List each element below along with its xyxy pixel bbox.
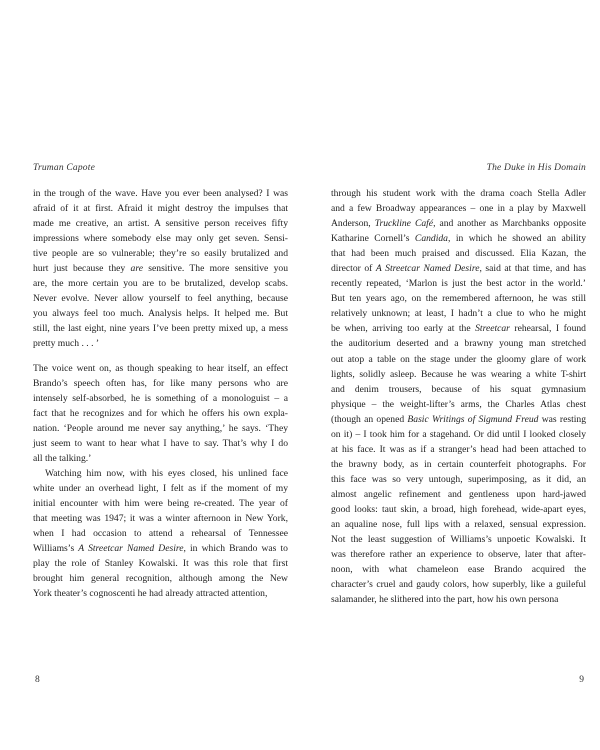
text-line: Williams’s A Streetcar Named Desire, in which Brando was to xyxy=(33,543,288,555)
text-line: fact that he recognizes and for which he offers his own expla- xyxy=(33,407,288,419)
text-line: the brawny body, as in certain counterfeit photographs. For xyxy=(331,458,586,470)
text-line: that meeting was 1947; it was a winter afternoon in New York, xyxy=(33,512,288,524)
text-line: Watching him now, with his eyes closed, his unlined face xyxy=(45,467,288,479)
text-line: noon, with what chameleon ease Brando acquired the xyxy=(331,564,586,576)
text-line: play the role of Stanley Kowalski. It was this role that first xyxy=(33,558,288,570)
text-line: this face was so very untough, superimposing, as it did, an xyxy=(331,473,586,485)
text-line: through his student work with the drama coach Stella Adler xyxy=(331,188,586,199)
text-line: are, the more certain you are to be brutalized, develop scabs. xyxy=(33,278,288,290)
text-line: good looks: taut skin, a broad, high forehead, wide-apart eyes, xyxy=(331,503,586,515)
paragraph xyxy=(33,466,288,601)
text-line: was therefore rather an experience to observe, later that after- xyxy=(331,549,586,561)
text-line: Katharine Cornell’s Candida, in which he showed an ability xyxy=(331,233,586,245)
left-page xyxy=(33,0,288,750)
text-line: The voice went on, as though speaking to hear itself, an effect xyxy=(33,362,288,374)
text-line: Not the least suggestion of Williams’s unpoetic Kowalski. It xyxy=(331,534,586,546)
text-line: But ten years ago, on the remembered afternoon, he was still xyxy=(331,293,586,305)
text-line: and denim trousers, because of his squat gymnasium xyxy=(331,383,586,395)
running-head-author: Truman Capote xyxy=(33,163,95,173)
text-line: initial encounter with him were being re-created. The year of xyxy=(33,497,288,509)
text-line: an aqualine nose, full lips with a relaxed, sensual expression. xyxy=(331,519,586,531)
text-line: lights, solidly asleep. Because he was wearing a white T-shirt xyxy=(331,368,586,380)
text-line: Brando’s speech often has, for like many persons who are xyxy=(33,377,288,389)
paragraph xyxy=(33,361,288,466)
text-line: all the talking.’ xyxy=(33,452,92,464)
text-line: when I had occasion to attend a rehearsal of Tennessee xyxy=(33,528,288,540)
text-line: the auditorium deserted and a brawny young man stretched xyxy=(331,338,586,350)
text-line: on it) – I took him for a stagehand. Or did until I looked closely xyxy=(331,428,586,440)
text-line: white under an overhead light, I felt as if the moment of my xyxy=(33,482,288,494)
text-line: Anderson, Truckline Café, and another as Marchbanks opposite xyxy=(331,218,586,230)
left-page-body xyxy=(33,186,288,601)
paragraph xyxy=(33,186,288,352)
text-line: impressions where somebody else may only get seven. Sensi- xyxy=(33,233,288,245)
running-head-title: The Duke in His Domain xyxy=(486,163,586,173)
text-line: intensely self-absorbed, he is something of a monologuist – a xyxy=(33,392,288,404)
paragraph xyxy=(331,186,586,607)
text-line: still, the last eight, nine years I’ve been pretty mixed up, a mess xyxy=(33,323,288,335)
text-line: director of A Streetcar Named Desire, said at that time, and has xyxy=(331,263,586,275)
text-line: pretty much . . . ’ xyxy=(33,338,100,350)
right-page-body xyxy=(331,186,586,607)
text-line: at his face. It was as if a stranger’s head had been attached to xyxy=(331,443,586,455)
page-number-left: 8 xyxy=(35,675,40,685)
right-page xyxy=(331,0,586,750)
text-line: relatively unknown; at least, I hadn’t a clue to who he might xyxy=(331,308,586,320)
page-number-right: 9 xyxy=(579,675,584,685)
text-line: and a few Broadway appearances – one in a play by Maxwell xyxy=(331,203,586,215)
paragraph-gap xyxy=(33,352,288,361)
text-line: be when, arriving too early at the Streetcar rehearsal, I found xyxy=(331,323,586,335)
text-line: Never evolve. Never allow yourself to feel anything, because xyxy=(33,293,288,305)
text-line: out atop a table on the stage under the gloomy glare of work xyxy=(331,353,586,365)
text-line: made me creative, an artist. A sensitive person receives fifty xyxy=(33,218,288,230)
text-line: brought him general recognition, although among the New xyxy=(33,573,288,585)
text-line: afraid of it at first. Afraid it might destroy the impulses that xyxy=(33,203,288,215)
text-line: nation. ‘People around me never say anything,’ he says. ‘They xyxy=(33,422,288,434)
text-line: York theater’s cognoscenti he had already attracted attention, xyxy=(33,588,268,600)
text-line: recently repeated, ‘Marlon is just the best actor in the world.’ xyxy=(331,278,586,290)
text-line: tive people are so vulnerable; they’re so easily brutalized and xyxy=(33,248,288,260)
text-line: in the trough of the wave. Have you ever been analysed? I was xyxy=(33,188,288,199)
text-line: that had been much praised and discussed. Elia Kazan, the xyxy=(331,248,586,260)
text-line: character’s cruel and gaudy colors, how superbly, like a guileful xyxy=(331,579,586,591)
text-line: you always feel too much. Analysis helps. It helped me. But xyxy=(33,308,288,320)
text-line: just seem to want to hear what I have to say. That’s why I do xyxy=(33,437,288,449)
text-line: salamander, he slithered into the part, how his own persona xyxy=(331,594,559,606)
text-line: hurt just because they are sensitive. The more sensitive you xyxy=(33,263,288,275)
text-line: physique – the weight-lifter’s arms, the Charles Atlas chest xyxy=(331,398,586,410)
text-line: (though an opened Basic Writings of Sigmund Freud was resting xyxy=(331,413,586,425)
text-line: almost angelic refinement and gentleness upon hard-jawed xyxy=(331,488,586,500)
